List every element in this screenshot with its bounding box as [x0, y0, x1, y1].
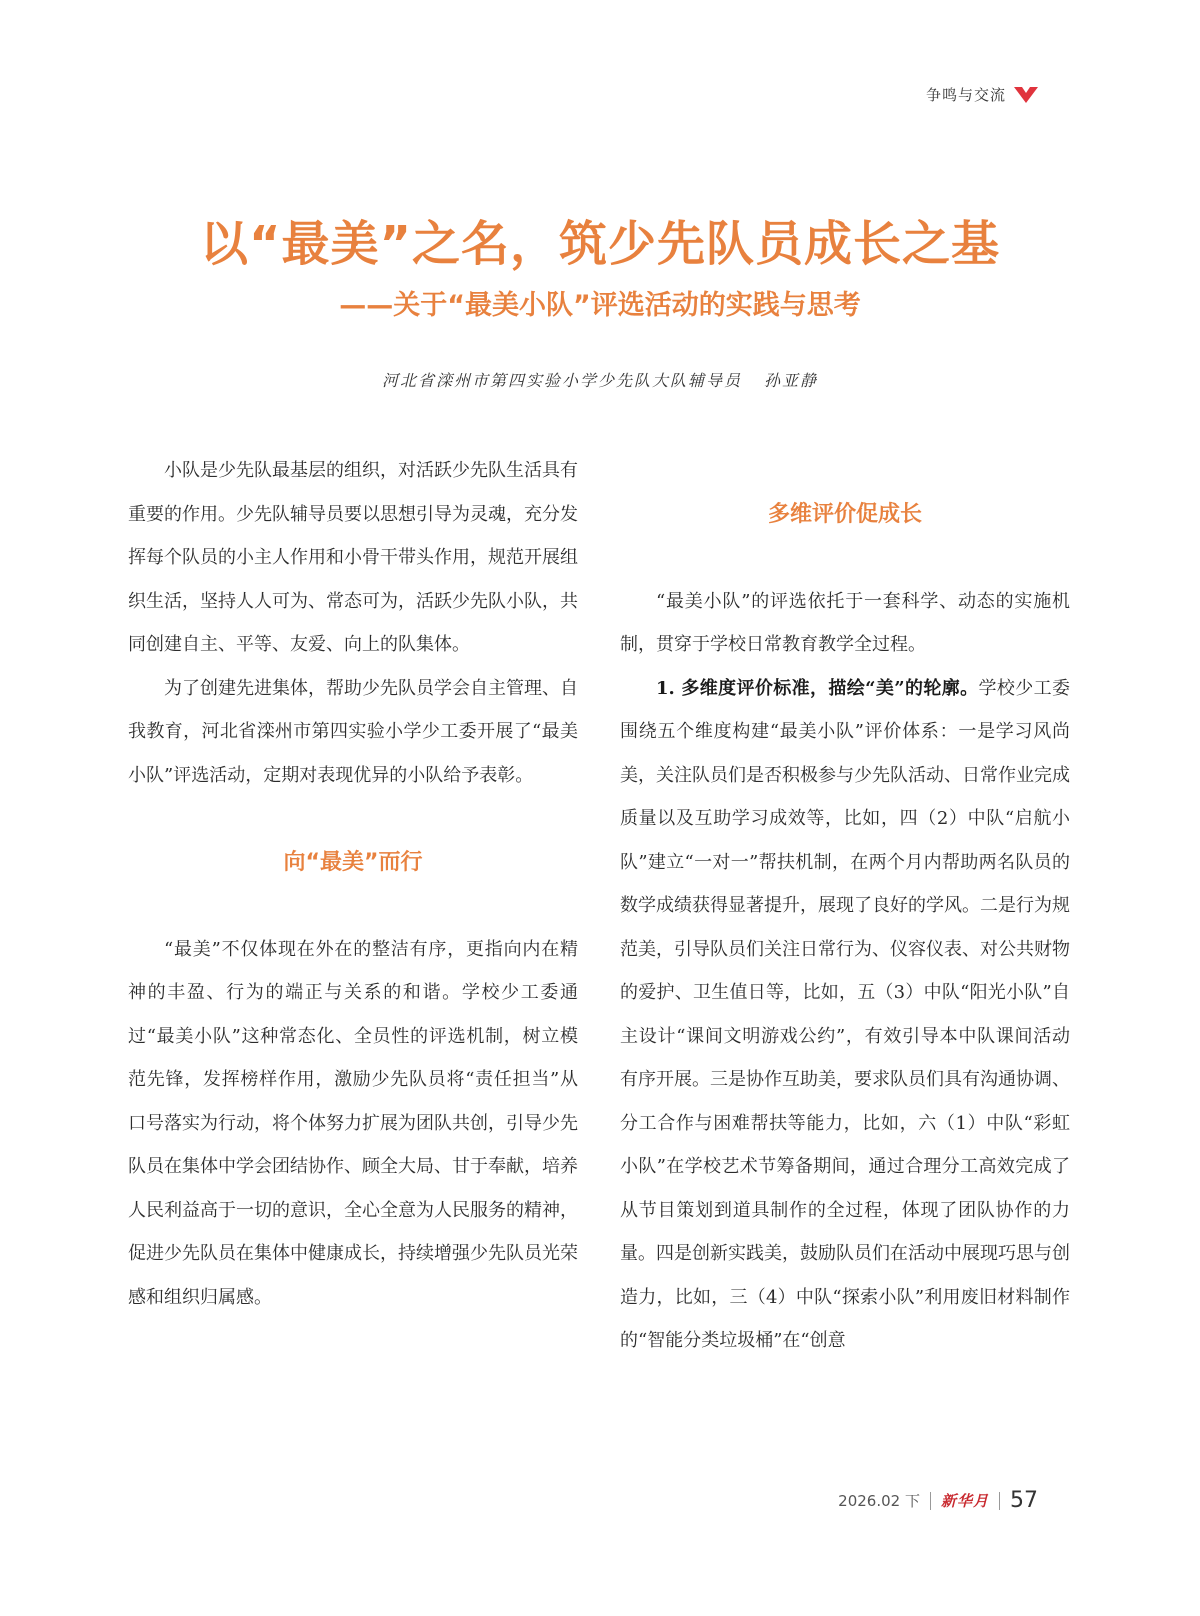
section-heading-2: 多维评价促成长 [767, 501, 922, 527]
issue-date: 2026.02 下 [838, 1492, 920, 1510]
article-title: 以“最美”之名，筑少先队员成长之基 [199, 216, 1001, 272]
footer-divider [999, 1492, 1000, 1510]
left-column [128, 449, 578, 1319]
page-footer [838, 1488, 1038, 1513]
section2-paragraph-2 [620, 667, 1070, 1363]
magazine-logo: 新华月 [940, 1492, 989, 1510]
paragraph-lead: 1. 多维度评价标准，描绘“美”的轮廓。 [656, 677, 979, 699]
intro-paragraph-1: 小队是少先队最基层的组织，对活跃少先队生活具有重要的作用。少先队辅导员要以思想引导为灵魂，充分发挥每个队员的小主人作用和小骨干带头作用，规范开展组织生活，坚持人人可为、常态可为，活跃少先队小队，共同创建自主、平等、友爱、向上的队集体。 [128, 460, 578, 655]
section-heading-1: 向“最美”而行 [283, 849, 423, 875]
page-number: 57 [1010, 1488, 1038, 1513]
section-tag [926, 84, 1038, 105]
right-column [620, 449, 1070, 1363]
article-subtitle: ——关于“最美小队”评选活动的实践与思考 [339, 290, 861, 321]
section2-paragraph-1: “最美小队”的评选依托于一套科学、动态的实施机制，贯穿于学校日常教育教学全过程。 [620, 590, 1070, 655]
intro-paragraph-2: 为了创建先进集体，帮助少先队员学会自主管理、自我教育，河北省滦州市第四实验小学少工委开展了“最美小队”评选活动，定期对表现优异的小队给予表彰。 [128, 677, 578, 786]
author-affiliation: 河北省滦州市第四实验小学少先队大队辅导员 [381, 371, 742, 390]
section-label: 争鸣与交流 [925, 86, 1006, 104]
author-line [0, 368, 1200, 391]
paragraph-body: 学校少工委围绕五个维度构建“最美小队”评价体系：一是学习风尚美，关注队员们是否积极参与少先队活动、日常作业完成质量以及互助学习成效等，比如，四（2）中队“启航小队”建立“一对一”帮扶机制，在两个月内帮助两名队员的数学成绩获得显著提升，展现了良好的学风。二是行为规范美，引导队员们关注日常行为、仪容仪表、对公共财物的爱护、卫生值日等，比如，五（3）中队“阳光小队”自主设计“课间文明游戏公约”，有效引导本中队课间活动有序开展。三是协作互助美，要求队员们具有沟通协调、分工合作与困难帮扶等能力，比如，六（1）中队“彩虹小队”在学校艺术节筹备期间，通过合理分工高效完成了从节目策划到道具制作的全过程，体现了团队协作的力量。四是创新实践美，鼓励队员们在活动中展现巧思与创造力，比如，三（4）中队“探索小队”利用废旧材料制作的“智能分类垃圾桶”在“创意 [620, 677, 1071, 1351]
footer-divider [930, 1492, 931, 1510]
triangle-icon [1014, 87, 1038, 103]
author-name: 孙亚静 [764, 371, 819, 390]
section1-paragraph-1: “最美”不仅体现在外在的整洁有序，更指向内在精神的丰盈、行为的端正与关系的和谐。学校少工委通过“最美小队”这种常态化、全员性的评选机制，树立模范先锋，发挥榜样作用，激励少先队员将“责任担当”从口号落实为行动，将个体努力扩展为团队共创，引导少先队员在集体中学会团结协作、顾全大局、甘于奉献，培养人民利益高于一切的意识，全心全意为人民服务的精神，促进少先队员在集体中健康成长，持续增强少先队员光荣感和组织归属感。 [128, 938, 578, 1308]
